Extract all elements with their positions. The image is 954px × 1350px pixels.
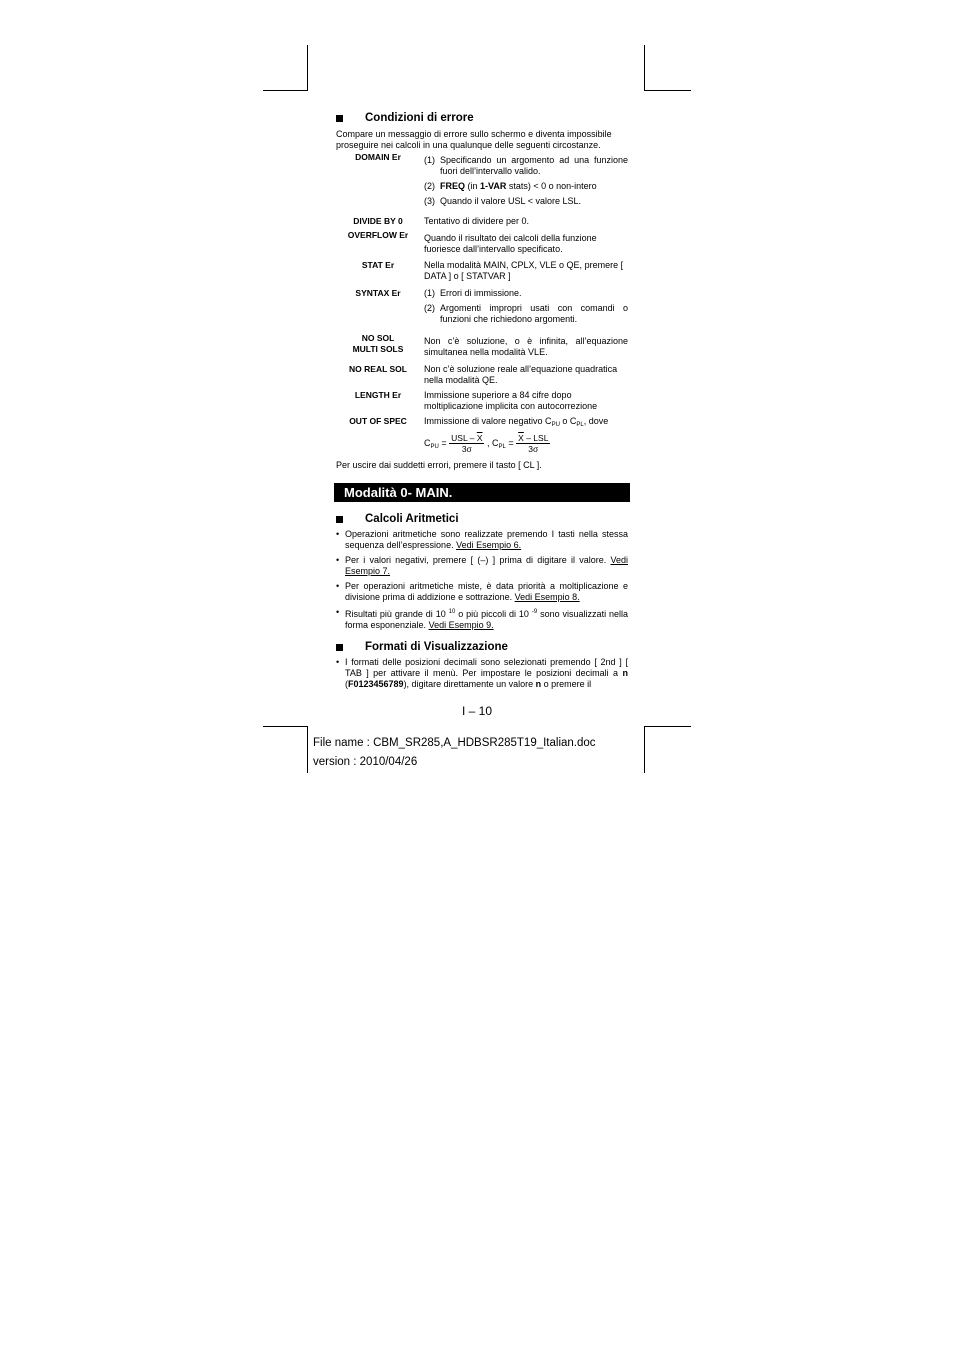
error-row-outofspec bbox=[336, 416, 628, 454]
square-bullet-icon bbox=[336, 516, 343, 523]
list-item: • Operazioni aritmetiche sono realizzate premendo I tasti nella stessa sequenza dell’espressione. Vedi Esempio 6. bbox=[336, 529, 628, 550]
crop-mark bbox=[263, 90, 308, 91]
error-description: Nella modalità MAIN, CPLX, VLE o QE, premere [ DATA ] o [ STATVAR ] bbox=[424, 260, 624, 281]
error-description: Immissione di valore negativo $C_{PU}$ o $C_{PL}$, dove $C_{PU}$ = $\frac{USL - \overline{X}}{3\sigma}$ , $C_{PL}$ = $\frac{\overline{X} - LSL}{3\sigma}$ bbox=[424, 416, 628, 454]
error-description: Non c’è soluzione, o è infinita, all’equazione simultanea nella modalità VLE. bbox=[424, 336, 628, 357]
bullet-icon: • bbox=[336, 657, 340, 667]
example-link[interactable]: Vedi Esempio 6. bbox=[456, 540, 522, 550]
footer-version: version : 2010/04/26 bbox=[313, 756, 418, 768]
error-item: (1) Specificando un argomento ad una funzione fuori dell’intervallo valido. bbox=[424, 155, 628, 176]
section-heading bbox=[336, 639, 628, 655]
square-bullet-icon bbox=[336, 644, 343, 651]
error-description: Immissione superiore a 84 cifre dopo moltiplicazione implicita con autocorrezione bbox=[424, 390, 598, 411]
list-item: • I formati delle posizioni decimali sono selezionati premendo [ 2nd ] [ TAB ] per attivare il menù. Per impostare le posizioni decimali a n (F0123456789), digitare direttamente un valore n o premere il bbox=[336, 657, 628, 689]
crop-mark bbox=[307, 726, 308, 773]
error-item: (2) Argomenti impropri usati con comandi o funzioni che richiedono argomenti. bbox=[424, 303, 628, 324]
list-item: • Per i valori negativi, premere [ (–) ] prima di digitare il valore. Vedi Esempio 7. bbox=[336, 555, 628, 576]
crop-mark bbox=[263, 726, 308, 727]
bullet-icon: • bbox=[336, 607, 340, 617]
error-row-nosol bbox=[336, 333, 628, 358]
error-row-domain bbox=[336, 152, 628, 211]
crop-mark bbox=[644, 726, 691, 727]
error-code: DIVIDE BY 0 bbox=[353, 216, 403, 226]
section-heading bbox=[336, 110, 628, 126]
example-link[interactable]: Vedi Esempio 7. bbox=[345, 555, 628, 576]
error-code: NO SOL MULTI SOLS bbox=[352, 333, 404, 354]
error-description: Non c’è soluzione reale all’equazione quadratica nella modalità QE. bbox=[424, 364, 618, 385]
list-item: • Per operazioni aritmetiche miste, è data priorità a moltiplicazione e divisione prima di addizione e sottrazione. Vedi Esempio 8. bbox=[336, 581, 628, 602]
error-item: (1) Errori di immissione. bbox=[424, 288, 522, 298]
error-row-overflow bbox=[336, 230, 628, 255]
section-title: Condizioni di errore bbox=[365, 111, 474, 124]
bullet-icon: • bbox=[336, 555, 340, 565]
error-code: SYNTAX Er bbox=[355, 288, 401, 298]
crop-mark bbox=[307, 45, 308, 91]
crop-mark bbox=[644, 90, 691, 91]
error-row-length bbox=[336, 390, 628, 412]
error-row-norealsol bbox=[336, 364, 628, 386]
error-description: Quando il risultato dei calcoli della funzione fuoriesce dall’intervallo specificato. bbox=[424, 233, 597, 254]
example-link[interactable]: Vedi Esempio 8. bbox=[514, 592, 580, 602]
cpk-formula: $C_{PU}$ = $\frac{USL - \overline{X}}{3\sigma}$ , $C_{PL}$ = $\frac{\overline{X} - LSL}{3\sigma}$ bbox=[424, 433, 549, 454]
bullet-icon: • bbox=[336, 581, 340, 591]
section-title: Formati di Visualizzazione bbox=[365, 640, 508, 653]
error-code: LENGTH Er bbox=[354, 390, 402, 400]
error-code: DOMAIN Er bbox=[355, 152, 401, 162]
error-item: (2) FREQ (in 1-VAR stats) < 0 o non-intero bbox=[424, 181, 597, 191]
error-description: Tentativo di dividere per 0. bbox=[424, 216, 530, 226]
exit-note: Per uscire dai suddetti errori, premere il tasto [ CL ]. bbox=[336, 460, 542, 470]
error-code: OVERFLOW Er bbox=[347, 230, 409, 240]
page-number: I – 10 bbox=[461, 704, 493, 718]
error-item: (3) Quando il valore USL < valore LSL. bbox=[424, 196, 581, 206]
list-item: • Risultati più grande di 10 $^{10}$ o più piccoli di 10 $^{-9}$ sono visualizzati nella forma esponenziale. Vedi Esempio 9. bbox=[336, 607, 628, 630]
error-code: OUT OF SPEC bbox=[349, 416, 407, 426]
intro-paragraph: Compare un messaggio di errore sullo schermo e diventa impossibile proseguire nei calcoli in una qualunque delle seguenti circostanze. bbox=[336, 129, 612, 150]
example-link[interactable]: Vedi Esempio 9. bbox=[428, 620, 494, 630]
error-row-stat bbox=[336, 260, 628, 282]
section-heading bbox=[336, 511, 628, 527]
section-title: Calcoli Aritmetici bbox=[365, 512, 459, 525]
footer-filename: File name : CBM_SR285,A_HDBSR285T19_Italian.doc bbox=[313, 737, 596, 749]
bullet-icon: • bbox=[336, 529, 340, 539]
mode-heading-bar: Modalità 0- MAIN. bbox=[334, 483, 630, 502]
error-row-divide bbox=[336, 216, 628, 227]
error-code: STAT Er bbox=[361, 260, 395, 270]
square-bullet-icon bbox=[336, 115, 343, 122]
crop-mark bbox=[644, 726, 645, 773]
page-content bbox=[336, 110, 628, 694]
error-row-syntax bbox=[336, 288, 628, 329]
crop-mark bbox=[644, 45, 645, 91]
error-code: NO REAL SOL bbox=[349, 364, 407, 374]
